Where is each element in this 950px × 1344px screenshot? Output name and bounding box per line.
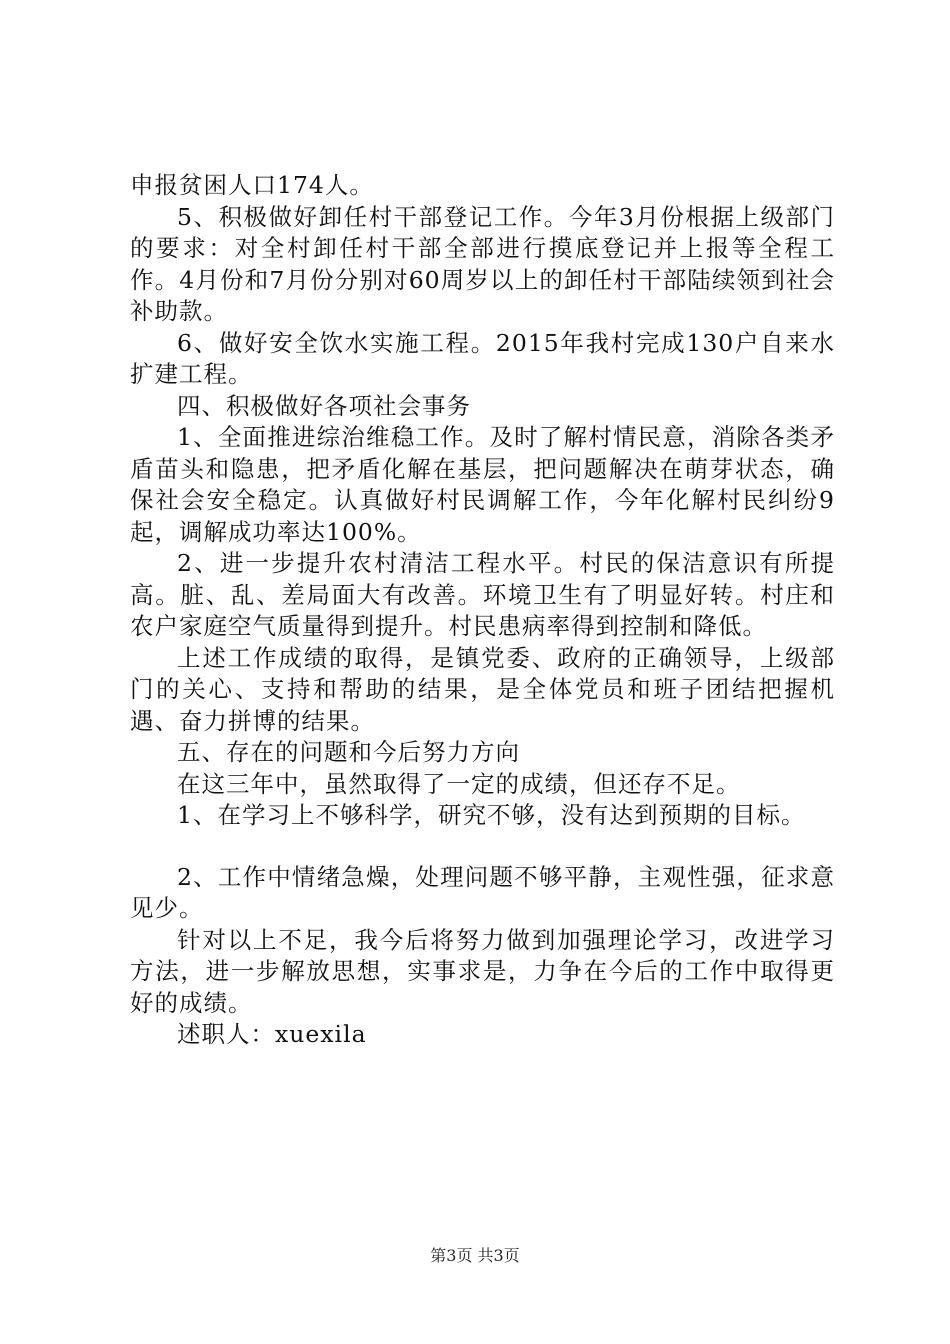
blank-line bbox=[130, 832, 835, 862]
paragraph-achievements-summary: 上述工作成绩的取得，是镇党委、政府的正确领导，上级部门的关心、支持和帮助的结果，是全体党员和班子团结把握机遇、奋力拼博的结果。 bbox=[130, 643, 835, 735]
paragraph-retired-cadres: 5、积极做好卸任村干部登记工作。今年3月份根据上级部门的要求：对全村卸任村干部全部进行摸底登记并上报等全程工作。4月份和7月份分别对60周岁以上的卸任村干部陆续领到社会补助款。 bbox=[130, 202, 835, 325]
paragraph-shortcoming-temper: 2、工作中情绪急燥，处理问题不够平静，主观性强，征求意见少。 bbox=[130, 862, 835, 922]
page-number: 第3页 共3页 bbox=[430, 1246, 520, 1265]
paragraph-improvement-plan: 针对以上不足，我今后将努力做到加强理论学习，改进学习方法，进一步解放思想，实事求是，力争在今后的工作中取得更好的成绩。 bbox=[130, 925, 835, 1017]
document-body bbox=[130, 170, 835, 1051]
paragraph-clean-project: 2、进一步提升农村清洁工程水平。村民的保洁意识有所提高。脏、乱、差局面大有改善。环境卫生有了明显好转。村庄和农户家庭空气质量得到提升。村民患病率得到控制和降低。 bbox=[130, 549, 835, 640]
paragraph-stability-work: 1、全面推进综治维稳工作。及时了解村情民意，消除各类矛盾苗头和隐患，把矛盾化解在基层，把问题解决在萌芽状态，确保社会安全稳定。认真做好村民调解工作，今年化解村民纠纷9起，调解成功率达100%。 bbox=[130, 423, 835, 546]
paragraph-shortcomings-intro: 在这三年中，虽然取得了一定的成绩，但还存不足。 bbox=[177, 769, 741, 798]
paragraph-poverty-count: 申报贫困人口174人。 bbox=[130, 171, 374, 199]
section-heading-social-affairs: 四、积极做好各项社会事务 bbox=[177, 391, 471, 420]
signature-line: 述职人：xuexila bbox=[177, 1020, 367, 1048]
section-heading-problems: 五、存在的问题和今后努力方向 bbox=[177, 738, 520, 766]
paragraph-shortcoming-study: 1、在学习上不够科学，研究不够，没有达到预期的目标。 bbox=[177, 801, 806, 829]
paragraph-drinking-water: 6、做好安全饮水实施工程。2015年我村完成130户自来水扩建工程。 bbox=[130, 328, 835, 388]
